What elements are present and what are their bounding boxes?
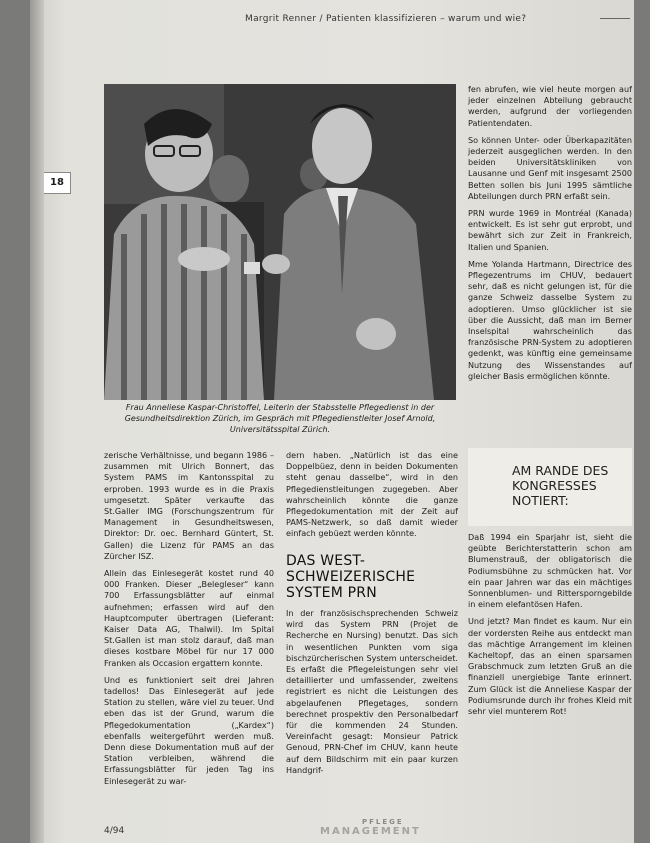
- magazine-logo: [320, 818, 470, 838]
- issue-number: 4/94: [104, 826, 125, 836]
- column-b: [286, 450, 458, 546]
- running-header: Margrit Renner / Patienten klassifizieren – warum und wie?: [245, 14, 527, 24]
- section-body: [286, 608, 458, 782]
- sidebar-title: AM RANDE DES KONGRESSES NOTIERT:: [512, 463, 609, 508]
- paragraph: Daß 1994 ein Sparjahr ist, sieht die geübte Berichterstatterin schon am Blumenstrauß, der obligatorisch die Podiumsbühne zu schmücken hat. Vor ein paar Jahren war das ein mächtiges Sonnenblumen- und Rittersporngebilde in einem elefantösen Hafen.: [468, 532, 632, 610]
- paragraph: zerische Verhältnisse, und begann 1986 – zusammen mit Ulrich Bonnert, das System PAMS im Kantonsspital zu erproben. 1993 wurde es in die Praxis umgesetzt. Später verkaufte das St.Galler IMG (Forschungszentrum für Management in Gesundheitswesen, Direktor: Dr. oec. Bernhard Güntert, St. Gallen) die Lizenz für PAMS an das Zürcher ISZ.: [104, 450, 274, 561]
- paragraph: dern haben. „Natürlich ist das eine Doppelbüez, denn in beiden Dokumenten steht genau dasselbe“, wird in den Pflegedienstleitungen zugegeben. Aber wahrscheinlich könnte die ganze Pflegedokumentation mit der Zeit auf PAMS-Netzwerk, so daß damit wieder einfach gebüezt werden könnte.: [286, 450, 458, 539]
- paragraph: Mme Yolanda Hartmann, Directrice des Pflegezentrums im CHUV, bedauert sehr, daß es nicht gelungen ist, für die ganze Schweiz dasselbe System zu adoptieren. Umso glücklicher ist sie über die Aussicht, daß man im Berner Inselspital wahrscheinlich das französische PRN-System zu adoptieren gedenkt, was künftig eine gemeinsame Nutzung des Wissenstandes auf gleicher Basis ermöglichen könnte.: [468, 258, 632, 381]
- photo-illustration: [104, 84, 456, 400]
- sidebar-body: [468, 532, 632, 723]
- header-rule: [600, 18, 630, 19]
- paragraph: PRN wurde 1969 in Montréal (Kanada) entwickelt. Es ist sehr gut erprobt, und bewährt sich zur Zeit in Frankreich, Italien und Spanien.: [468, 208, 632, 252]
- page-number-tab: 18: [44, 172, 71, 194]
- section-heading: DAS WEST-SCHWEIZERISCHE SYSTEM PRN: [286, 553, 416, 601]
- logo-line-2: MANAGEMENT: [320, 826, 421, 837]
- paragraph: In der französischsprechenden Schweiz wird das System PRN (Projet de Recherche en Nursing) benutzt. Das sich in wesentlichen Punkten vom siga bischzürcherischen System unterscheidet. Es erfaßt die Pflegeleistungen sehr viel detaillierter und umfassender, zweitens registriert es nicht die Leistungen des abgelaufenen Pflegetages, sondern berechnet prospektiv den Personalbedarf für die kommenden 24 Stunden. Vereinfacht gesagt: Monsieur Patrick Genoud, PRN-Chef im CHUV, kann heute auf dem Bildschirm mit ein paar kurzen Handgrif-: [286, 608, 458, 775]
- paragraph: Allein das Einlesegerät kostet rund 40 000 Franken. Dieser „Belegleser“ kann 700 Erfassungsblätter auf einmal aufnehmen; erfassen wird auf den Hauptcomputer übertragen (Lieferant: Kaiser Data AG, Thalwil). Im Spital St.Gallen ist man stolz darauf, daß man dieses kostbare Möbel für nur 17 000 Franken als Occasion ergattern konnte.: [104, 568, 274, 668]
- column-right: [468, 84, 632, 388]
- photo-caption: Frau Anneliese Kaspar-Christoffel, Leiterin der Stabsstelle Pflegedienst in der Gesundheitsdirektion Zürich, im Gespräch mit Pflegedienstleiter Josef Arnold, Universitätsspital Zürich.: [124, 403, 436, 434]
- logo-line-1: PFLEGE: [362, 818, 404, 826]
- paragraph: Und es funktioniert seit drei Jahren tadellos! Das Einlesegerät auf jede Station zu stellen, wäre viel zu teuer. Und eben das ist der Grund, warum die Pflegedokumentation („Kardex“) ebenfalls weitergeführt werden muß. Denn diese Dokumentation muß auf der Station verbleiben, während die Erfassungsblätter für jeden Tag ins Einlesegerät zu war-: [104, 674, 274, 786]
- column-a: [104, 450, 274, 793]
- binding-gutter: [30, 0, 44, 843]
- paragraph: So können Unter- oder Überkapazitäten jederzeit ausgeglichen werden. In den beiden Universitätskliniken von Lausanne und Genf mit insgesamt 2500 Betten sollen bis Juni 1995 sämtliche Abteilungen durch PRN erfaßt sein.: [468, 134, 632, 201]
- paragraph: Und jetzt? Man findet es kaum. Nur ein der vordersten Reihe aus entdeckt man das mächtige Arrangement im kleinen Kacheltopf, das an einen sparsamen Grabschmuck zum letzten Gruß an die finanziell unergiebige Tante erinnert. Zum Glück ist die Anneliese Kaspar der Podiumsrunde durch ihr frohes Kleid mit sehr viel munterem Rot!: [468, 616, 632, 717]
- article-photo: [104, 84, 456, 400]
- paragraph: fen abrufen, wie viel heute morgen auf jeder einzelnen Abteilung gebraucht werden, aufgrund der vorliegenden Patientendaten.: [468, 84, 632, 128]
